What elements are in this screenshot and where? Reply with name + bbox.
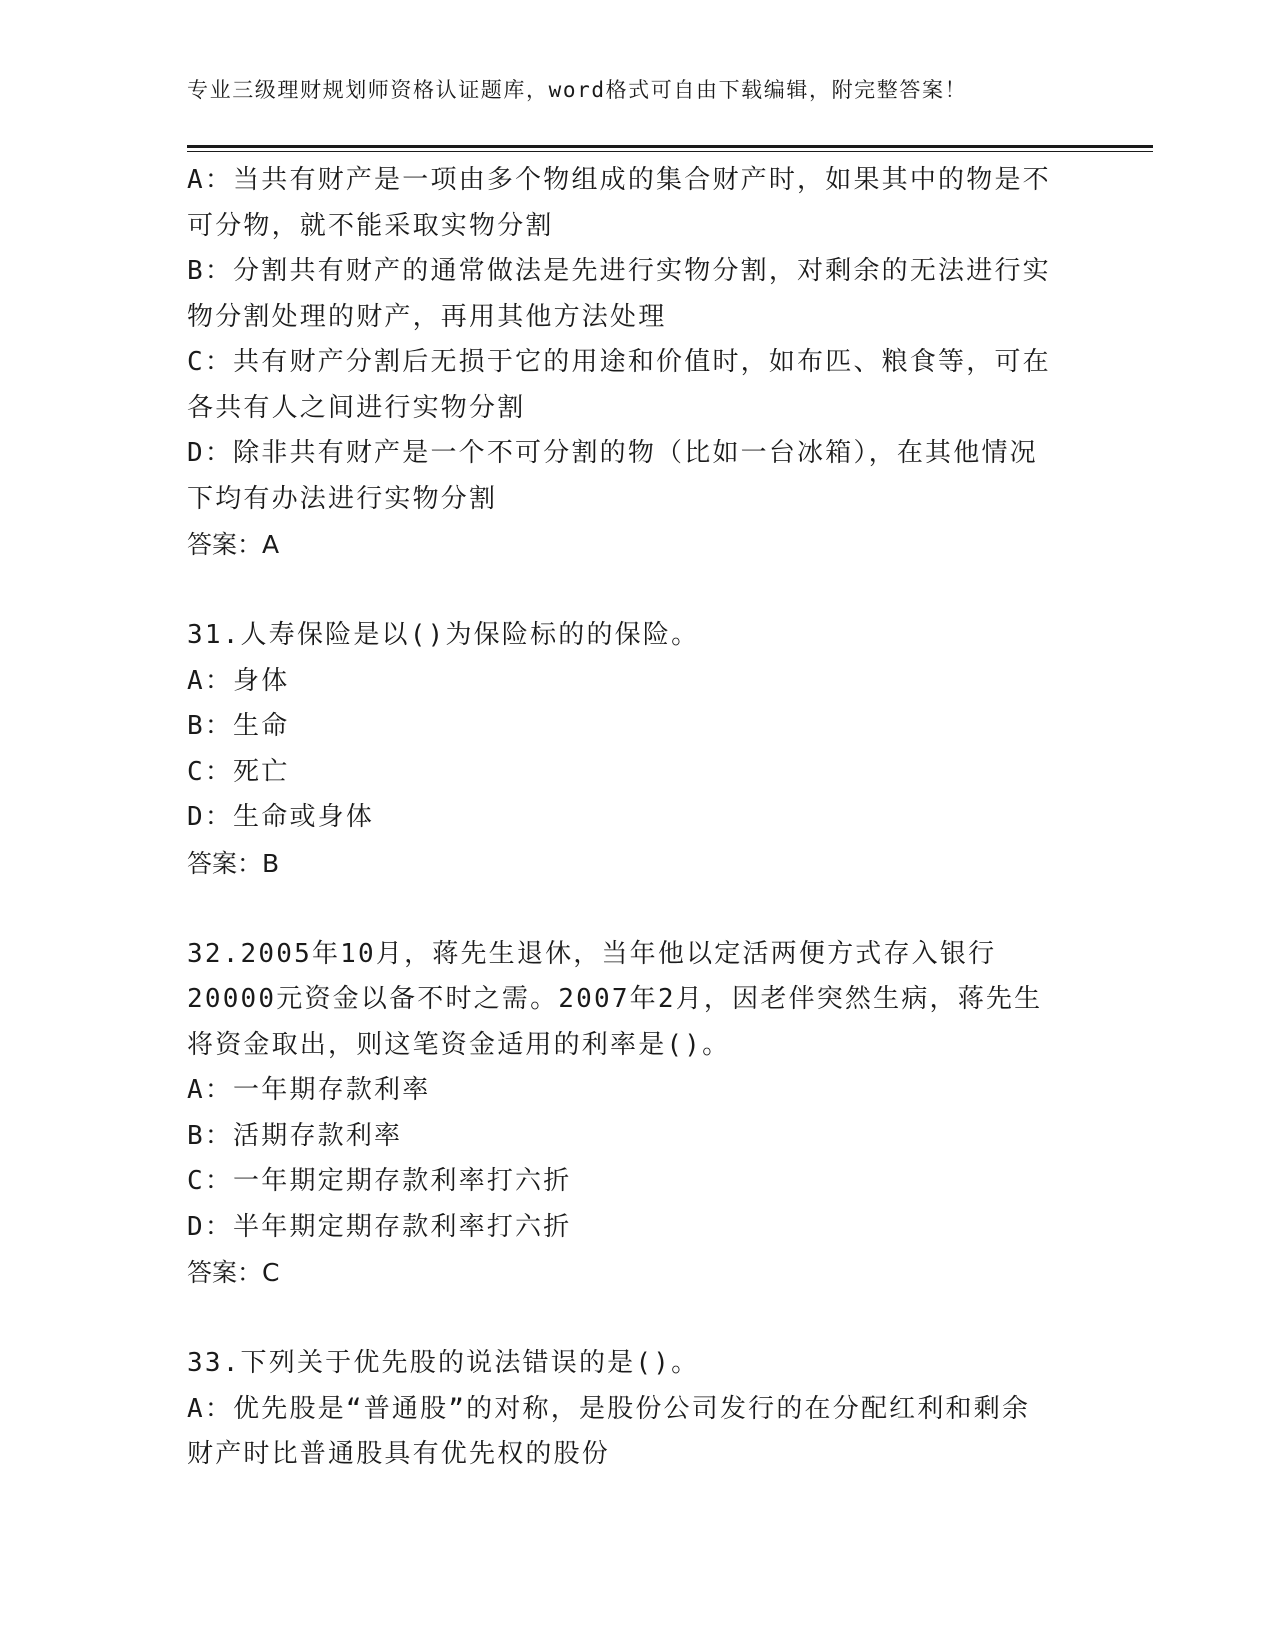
question-stem-line-2: 20000元资金以备不时之需。2007年2月，因老伴突然生病，蒋先生 (187, 984, 1043, 1014)
option-a-line-2: 财产时比普通股具有优先权的股份 (187, 1439, 611, 1469)
option-b: B：生命 (187, 711, 290, 741)
option-a-line-2: 可分物，就不能采取实物分割 (187, 210, 554, 241)
option-c: C：一年期定期存款利率打六折 (187, 1166, 572, 1196)
option-d-line-2: 下均有办法进行实物分割 (187, 483, 498, 514)
option-a-line-1: A：当共有财产是一项由多个物组成的集合财产时，如果其中的物是不 (187, 165, 1051, 195)
spacer (187, 886, 1087, 932)
option-b-line-1: B：分割共有财产的通常做法是先进行实物分割，对剩余的无法进行实 (187, 256, 1051, 286)
question-block-32 (187, 932, 1087, 1296)
option-b-line-2: 物分割处理的财产，再用其他方法处理 (187, 301, 667, 332)
option-d: D：生命或身体 (187, 802, 375, 832)
spacer (187, 568, 1087, 614)
question-block-30 (187, 158, 1087, 568)
question-stem: 31.人寿保险是以()为保险标的的保险。 (187, 620, 700, 650)
option-c: C：死亡 (187, 756, 290, 787)
page-header: 专业三级理财规划师资格认证题库，word格式可自由下载编辑，附完整答案！ (187, 78, 968, 102)
answer-label: 答案：C (187, 1258, 280, 1287)
spacer (187, 1296, 1087, 1342)
question-stem-line-1: 32.2005年10月，蒋先生退休，当年他以定活两便方式存入银行 (187, 938, 997, 969)
question-list (187, 158, 1087, 1478)
question-stem-line-3: 将资金取出，则这笔资金适用的利率是()。 (187, 1029, 731, 1060)
option-a: A：一年期存款利率 (187, 1075, 431, 1105)
option-a-line-1: A：优先股是“普通股”的对称，是股份公司发行的在分配红利和剩余 (187, 1393, 1031, 1424)
option-c-line-2: 各共有人之间进行实物分割 (187, 392, 526, 423)
header-rule-thin (187, 151, 1153, 152)
option-c-line-1: C：共有财产分割后无损于它的用途和价值时，如布匹、粮食等，可在 (187, 347, 1051, 377)
option-d: D：半年期定期存款利率打六折 (187, 1211, 572, 1242)
option-a: A：身体 (187, 665, 290, 696)
answer-label: 答案：B (187, 848, 280, 878)
question-block-33 (187, 1341, 1087, 1478)
header-rule-thick (187, 145, 1153, 148)
question-block-31 (187, 613, 1087, 886)
answer-label: 答案：A (187, 530, 280, 559)
question-stem: 33.下列关于优先股的说法错误的是()。 (187, 1348, 700, 1378)
option-d-line-1: D：除非共有财产是一个不可分割的物（比如一台冰箱），在其他情况 (187, 438, 1038, 468)
option-b: B：活期存款利率 (187, 1120, 403, 1151)
